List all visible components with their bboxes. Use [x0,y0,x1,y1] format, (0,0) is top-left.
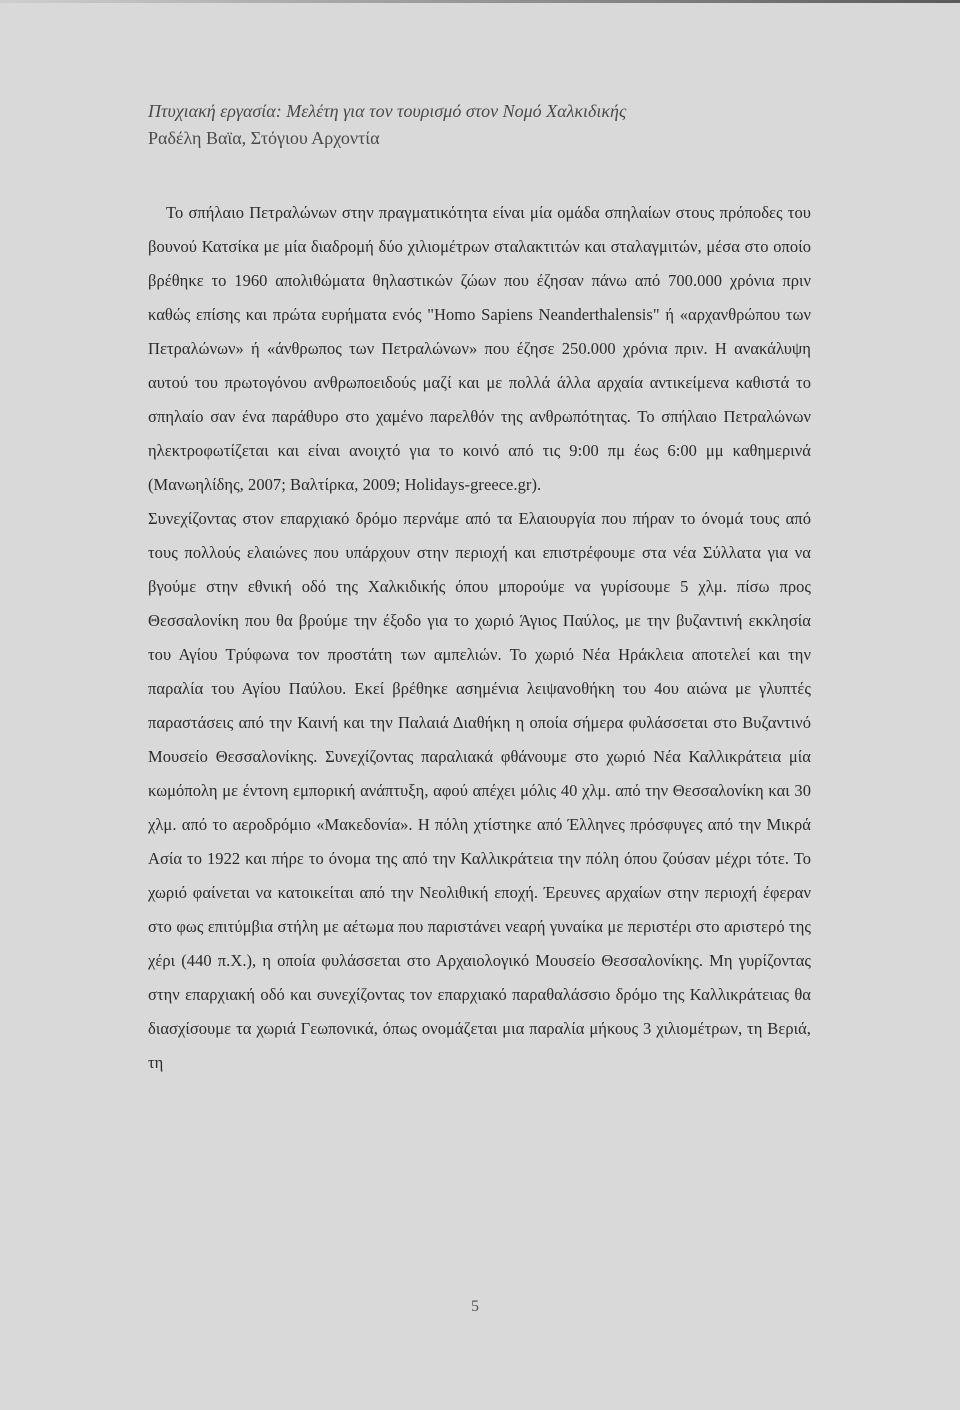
page-number: 5 [471,1298,479,1315]
page-top-edge [0,0,960,3]
document-body [148,196,811,1080]
document-header [148,98,848,152]
paragraph-route: Συνεχίζοντας στον επαρχιακό δρόμο περνάμε από τα Ελαιουργία που πήραν το όνομά τους από τους πολλούς ελαιώνες που υπάρχουν στην περιοχή και επιστρέφουμε στα νέα Σύλλατα για να βγούμε στην εθνική οδό της Χαλκιδικής όπου μπορούμε να γυρίσουμε 5 χλμ. πίσω προς Θεσσαλονίκη που θα βρούμε την έξοδο για το χωριό Άγιος Παύλος, με την βυζαντινή εκκλησία του Αγίου Τρύφωνα τον προστάτη των αμπελιών. Το χωριό Νέα Ηράκλεια αποτελεί και την παραλία του Αγίου Παύλου. Εκεί βρέθηκε ασημένια λειψανοθήκη του 4ου αιώνα με γλυπτές παραστάσεις από την Καινή και την Παλαιά Διαθήκη η οποία σήμερα φυλάσσεται στο Βυζαντινό Μουσείο Θεσσαλονίκης. Συνεχίζοντας παραλιακά φθάνουμε στο χωριό Νέα Καλλικράτεια μία κωμόπολη με έντονη εμπορική ανάπτυξη, αφού απέχει μόλις 40 χλμ. από την Θεσσαλονίκη και 30 χλμ. από το αεροδρόμιο «Μακεδονία». Η πόλη χτίστηκε από Έλληνες πρόσφυγες από την Μικρά Ασία το 1922 και πήρε το όνομα της από την Καλλικράτεια την πόλη όπου ζούσαν μέχρι τότε. Το χωριό φαίνεται να κατοικείται από την Νεολιθική εποχή. Έρευνες αρχαίων στην περιοχή έφεραν στο φως επιτύμβια στήλη με αέτωμα που παριστάνει νεαρή γυναίκα με περιστέρι στο αριστερό της χέρι (440 π.Χ.), η οποία φυλάσσεται στο Αρχαιολογικό Μουσείο Θεσσαλονίκης. Μη γυρίζοντας στην επαρχιακή οδό και συνεχίζοντας τον επαρχιακό παραθαλάσσιο δρόμο της Καλλικράτειας θα διασχίσουμε τα χωριά Γεωπονικά, όπως ονομάζεται μια παραλία μήκους 3 χιλιομέτρων, τη Βεριά, τη [148,509,811,1072]
header-authors: Ραδέλη Βαϊα, Στόγιου Αρχοντία [148,128,380,148]
header-title: Πτυχιακή εργασία: Μελέτη για τον τουρισμό στον Νομό Χαλκιδικής [148,101,627,121]
paragraph-petralona-cave: Το σπήλαιο Πετραλώνων στην πραγματικότητα είναι μία ομάδα σπηλαίων στους πρόποδες του βουνού Κατσίκα με μία διαδρομή δύο χιλιομέτρων σταλακτιτών και σταλαγμιτών, μέσα στο οποίο βρέθηκε το 1960 απολιθώματα θηλαστικών ζώων που έζησαν πάνω από 700.000 χρόνια πριν καθώς επίσης και πρώτα ευρήματα ενός "Homo Sapiens Neanderthalensis" ή «αρχανθρώπου των Πετραλώνων» ή «άνθρωπος των Πετραλώνων» που έζησε 250.000 χρόνια πριν. Η ανακάλυψη αυτού του πρωτογόνου ανθρωποειδούς μαζί και με πολλά άλλα αρχαία αντικείμενα καθιστά το σπηλαίο σαν ένα παράθυρο στο χαμένο παρελθόν της ανθρωπότητας. Το σπήλαιο Πετραλώνων ηλεκτροφωτίζεται και είναι ανοιχτό για το κοινό από τις 9:00 πμ έως 6:00 μμ καθημερινά (Μανωηλίδης, 2007; Βαλτίρκα, 2009; Holidays-greece.gr). [148,203,811,494]
